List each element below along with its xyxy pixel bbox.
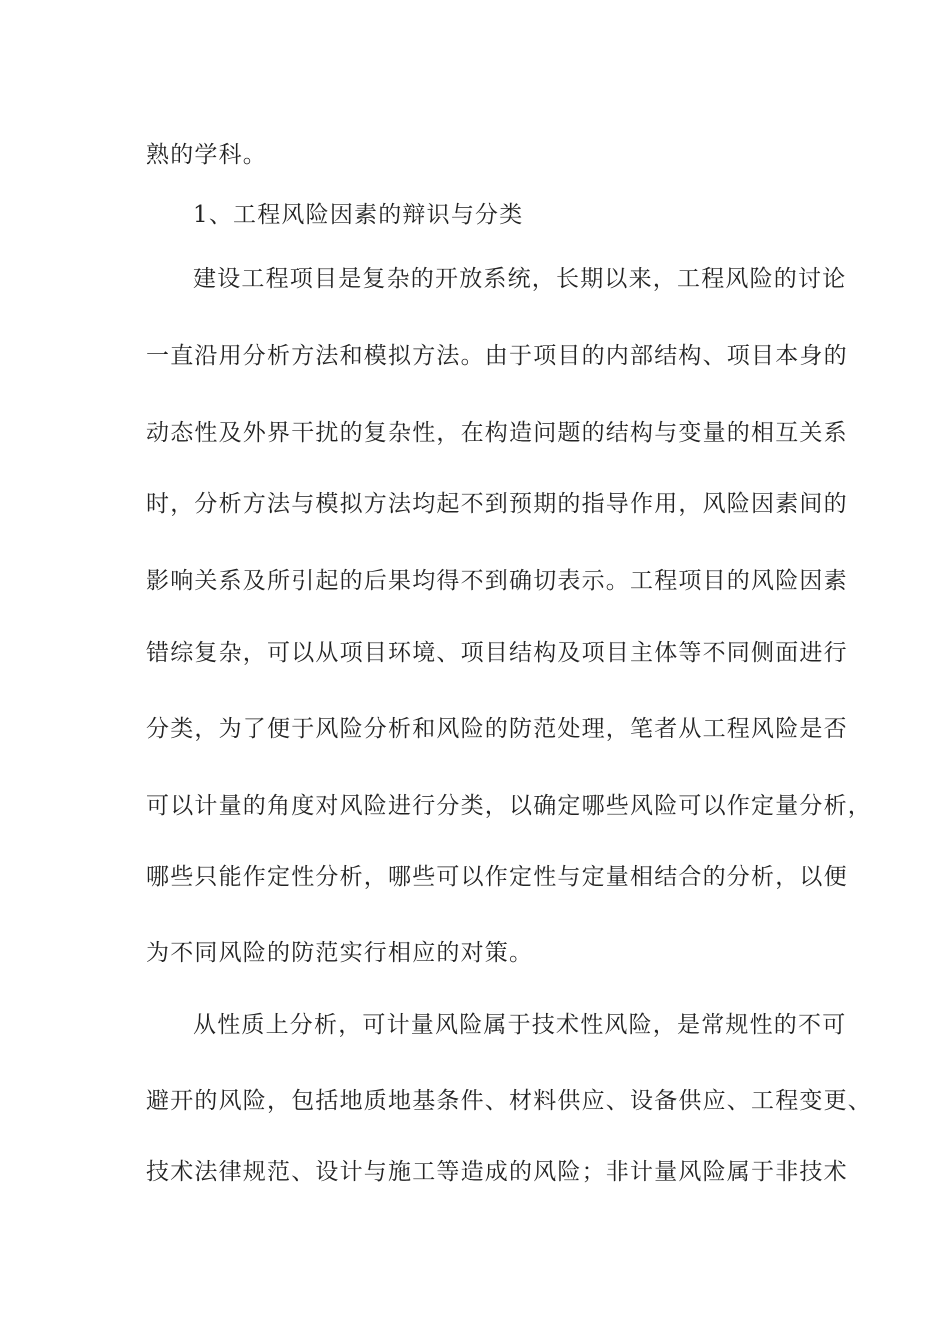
paragraph-line: 避开的风险，包括地质地基条件、材料供应、设备供应、工程变更、 <box>146 1088 872 1114</box>
paragraph-line: 错综复杂，可以从项目环境、项目结构及项目主体等不同侧面进行 <box>146 640 848 666</box>
paragraph-line: 时，分析方法与模拟方法均起不到预期的指导作用，风险因素间的 <box>146 491 848 517</box>
paragraph-line: 熟的学科。 <box>146 142 267 168</box>
paragraph-line: 从性质上分析，可计量风险属于技术性风险，是常规性的不可 <box>193 1012 847 1038</box>
paragraph-line: 哪些只能作定性分析，哪些可以作定性与定量相结合的分析，以便 <box>146 864 848 890</box>
paragraph-line: 技术法律规范、设计与施工等造成的风险；非计量风险属于非技术 <box>146 1159 848 1185</box>
paragraph-line: 分类，为了便于风险分析和风险的防范处理，笔者从工程风险是否 <box>146 716 848 742</box>
paragraph-line: 动态性及外界干扰的复杂性，在构造问题的结构与变量的相互关系 <box>146 420 848 446</box>
section-heading: 1、工程风险因素的辩识与分类 <box>193 202 524 228</box>
paragraph-line: 可以计量的角度对风险进行分类，以确定哪些风险可以作定量分析， <box>146 793 872 819</box>
paragraph-line: 建设工程项目是复杂的开放系统，长期以来，工程风险的讨论 <box>193 266 847 292</box>
paragraph-line: 影响关系及所引起的后果均得不到确切表示。工程项目的风险因素 <box>146 568 848 594</box>
paragraph-line: 一直沿用分析方法和模拟方法。由于项目的内部结构、项目本身的 <box>146 343 848 369</box>
paragraph-line: 为不同风险的防范实行相应的对策。 <box>146 940 534 966</box>
